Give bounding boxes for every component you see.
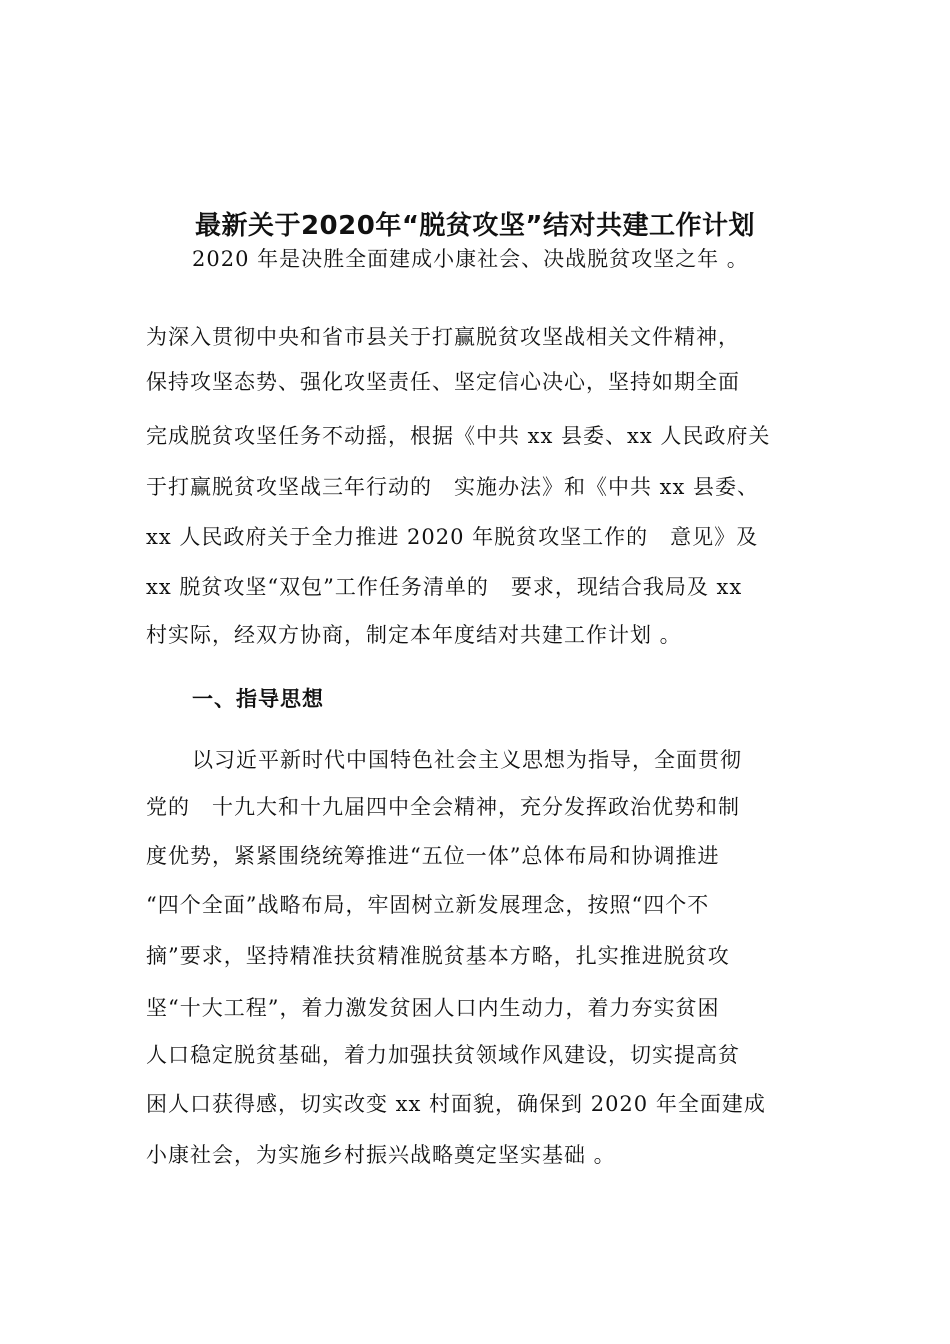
intro-line: 村实际，经双方协商，制定本年度结对共建工作计划 。 (146, 623, 682, 647)
paragraph-line: 困人口获得感，切实改变 xx 村面貌，确保到 2020 年全面建成 (146, 1092, 766, 1116)
section-heading: 一、指导思想 (192, 687, 324, 711)
intro-line: 为深入贯彻中央和省市县关于打赢脱贫攻坚战相关文件精神， (146, 325, 740, 349)
document-title: 最新关于2020年“脱贫攻坚”结对共建工作计划 (194, 211, 756, 241)
intro-line: xx 人民政府关于全力推进 2020 年脱贫攻坚工作的 意见》及 (146, 525, 759, 549)
paragraph-line: 人口稳定脱贫基础，着力加强扶贫领域作风建设，切实提高贫 (146, 1043, 740, 1067)
paragraph-line: 坚“十大工程”，着力激发贫困人口内生动力，着力夯实贫困 (146, 996, 720, 1020)
paragraph-line: 度优势，紧紧围绕统筹推进“五位一体”总体布局和协调推进 (146, 844, 720, 868)
intro-line: 完成脱贫攻坚任务不动摇，根据《中共 xx 县委、xx 人民政府关 (146, 424, 771, 448)
intro-line: 保持攻坚态势、强化攻坚责任、坚定信心决心，坚持如期全面 (146, 370, 740, 394)
intro-line: 于打赢脱贫攻坚战三年行动的 实施办法》和《中共 xx 县委、 (146, 475, 760, 499)
paragraph-line: 以习近平新时代中国特色社会主义思想为指导，全面贯彻 (192, 748, 742, 772)
paragraph-line: 小康社会，为实施乡村振兴战略奠定坚实基础 。 (146, 1143, 616, 1167)
paragraph-line: 摘”要求，坚持精准扶贫精准脱贫基本方略，扎实推进脱贫攻 (146, 944, 730, 968)
paragraph-line: “四个全面”战略布局，牢固树立新发展理念，按照“四个不 (146, 893, 710, 917)
intro-line: xx 脱贫攻坚“双包”工作任务清单的 要求，现结合我局及 xx (146, 575, 743, 599)
intro-line: 2020 年是决胜全面建成小康社会、决战脱贫攻坚之年 。 (192, 247, 749, 271)
paragraph-line: 党的 十九大和十九届四中全会精神，充分发挥政治优势和制 (146, 795, 740, 819)
